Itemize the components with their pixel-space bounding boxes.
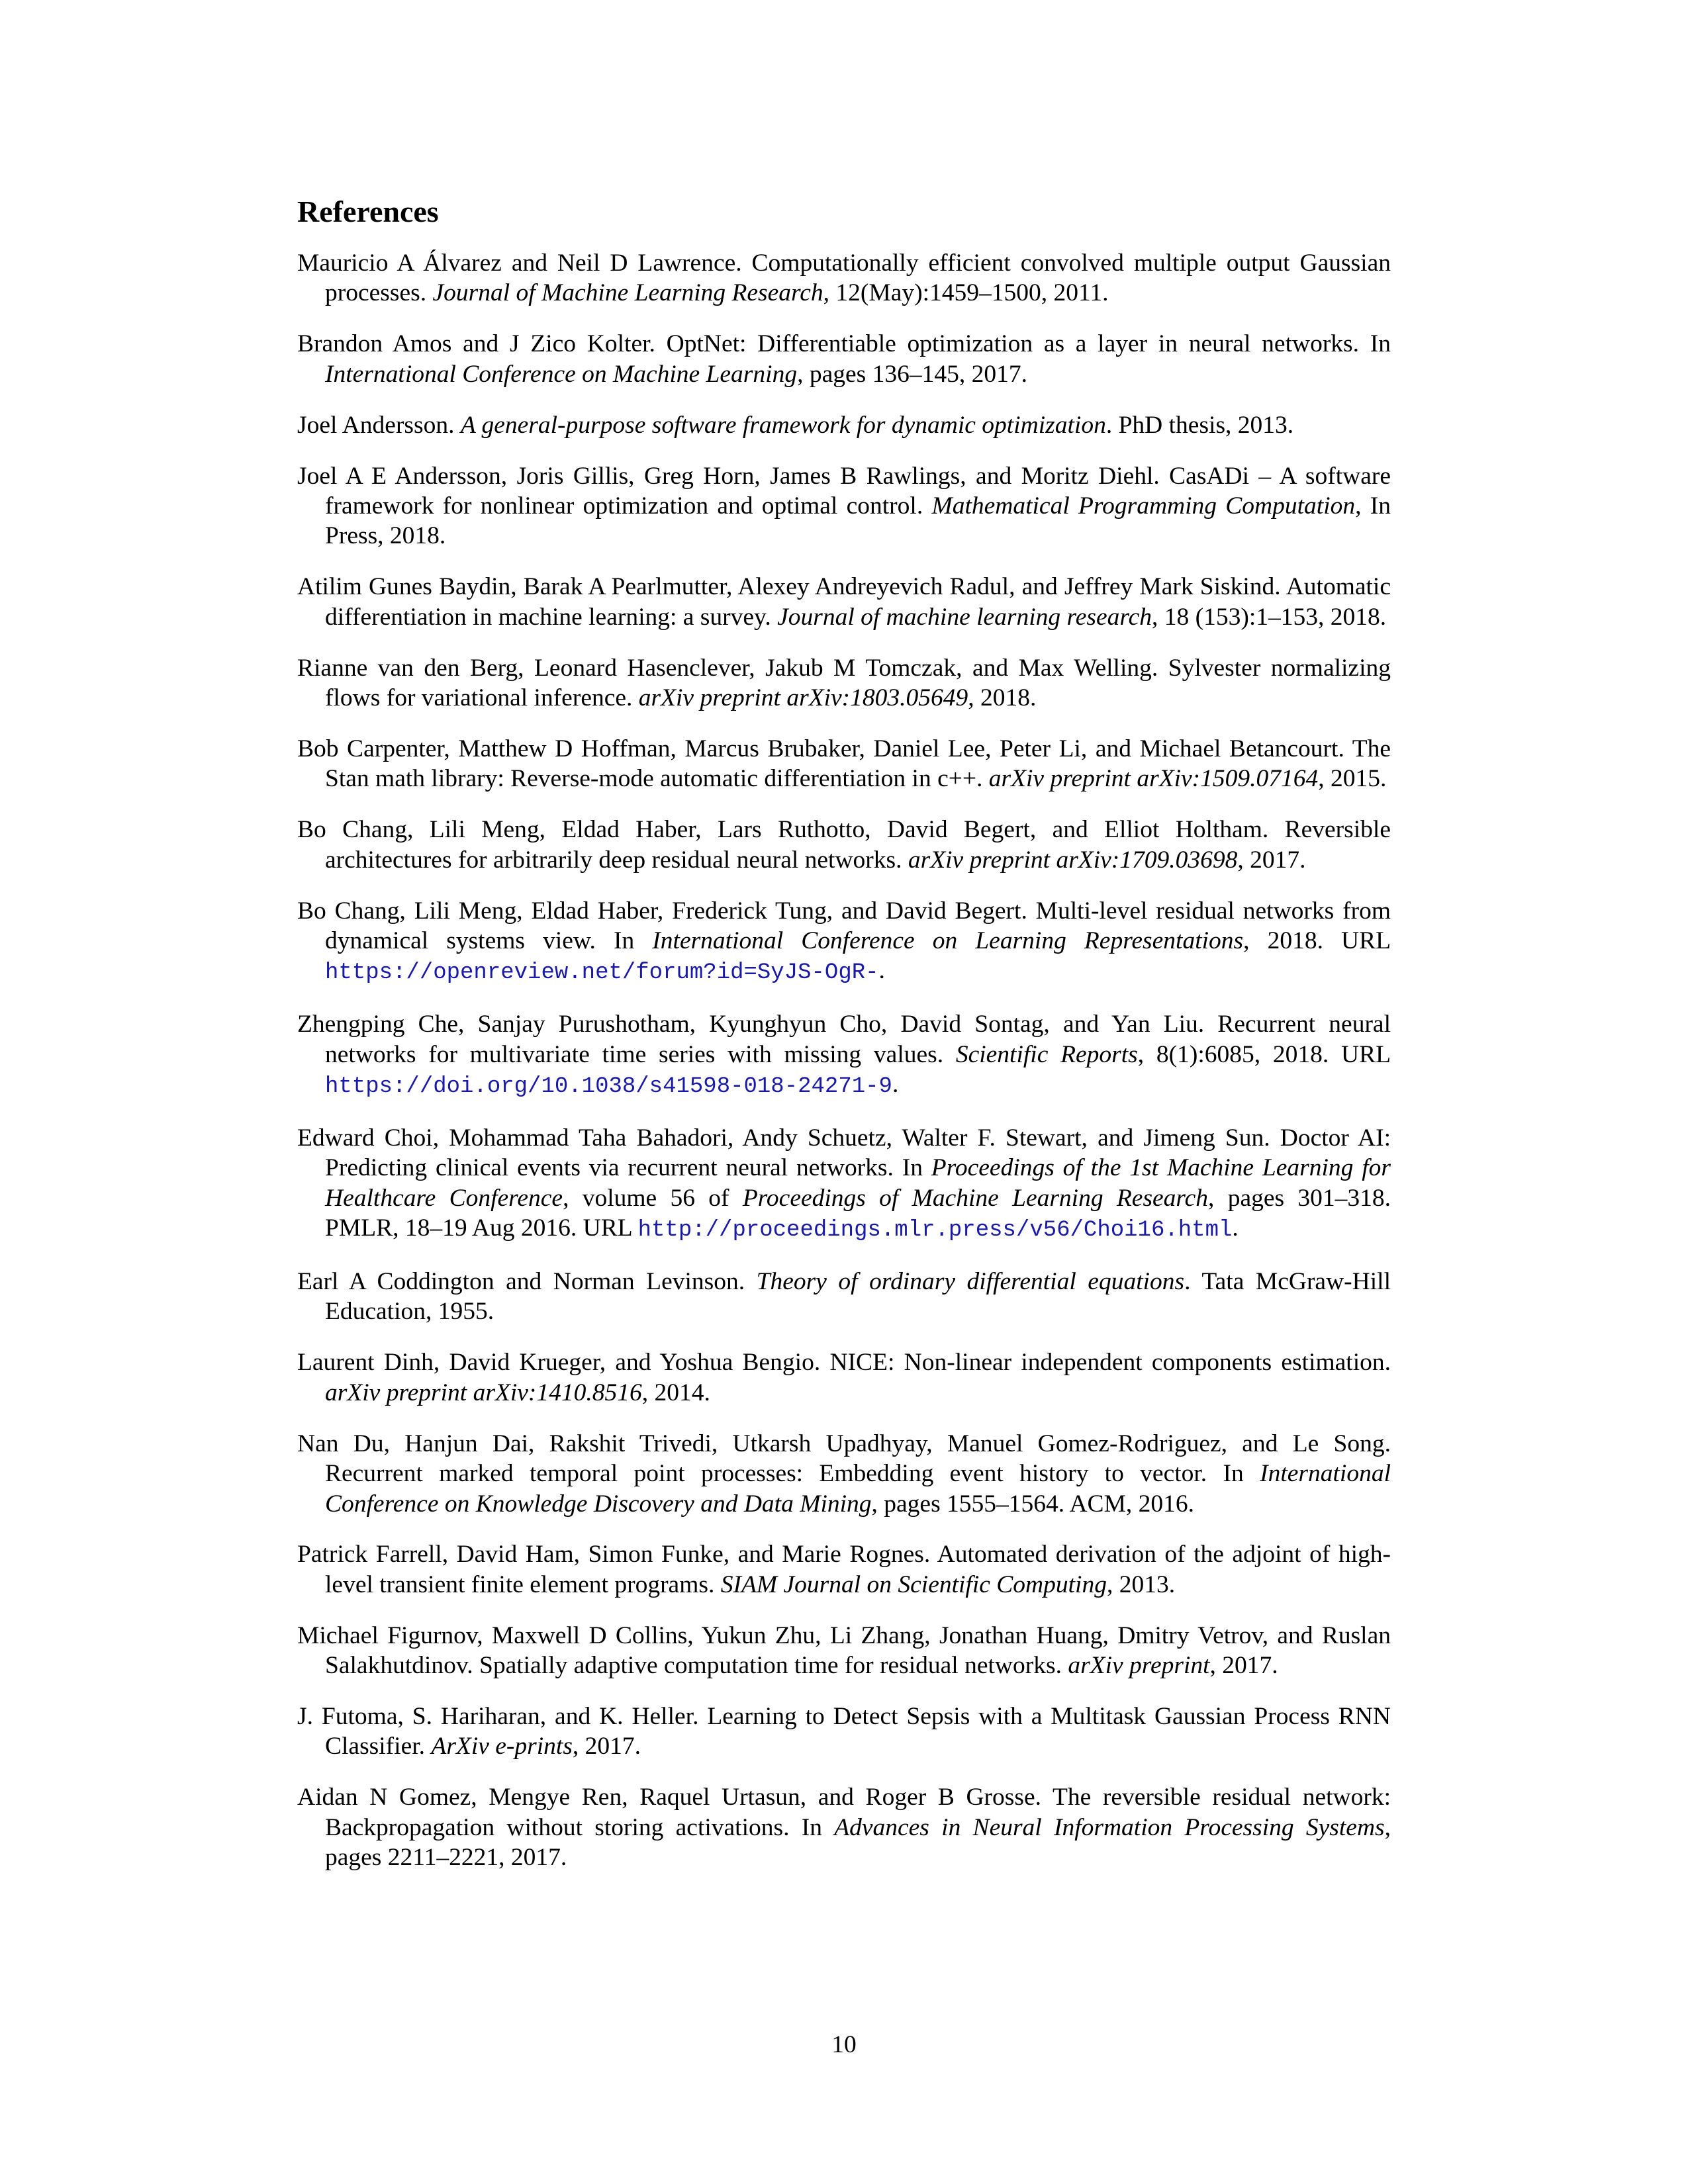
- reference-text: Mauricio A Álvarez and Neil D Lawrence. Computationally efficient convolved multiple output Gaussian processes.: [297, 250, 1391, 307]
- reference-text: , 12(May):1459–1500, 2011.: [823, 279, 1109, 307]
- reference-text: Earl A Coddington and Norman Levinson.: [297, 1268, 757, 1296]
- reference-text: .: [878, 957, 885, 985]
- reference-venue: Proceedings of Machine Learning Research: [742, 1184, 1209, 1212]
- reference-text: Zhengping Che, Sanjay Purushotham, Kyunghyun Cho, David Sontag, and Yan Liu. Recurrent neural networks for multivariate time series with missing values.: [297, 1011, 1391, 1068]
- reference-entry: [297, 1347, 1391, 1408]
- reference-venue: arXiv preprint arXiv:1509.07164: [988, 765, 1319, 793]
- reference-entry: [297, 410, 1391, 440]
- reference-text: . PhD thesis, 2013.: [1105, 411, 1294, 439]
- reference-text: Bo Chang, Lili Meng, Eldad Haber, Frederick Tung, and David Begert. Multi-level residual networks from dynamical systems view. In: [297, 897, 1391, 954]
- reference-text: .: [892, 1071, 899, 1099]
- reference-venue: Journal of Machine Learning Research: [432, 279, 823, 307]
- reference-url-link[interactable]: https://doi.org/10.1038/s41598-018-24271-9: [325, 1074, 892, 1100]
- reference-venue: Mathematical Programming Computation: [931, 492, 1356, 520]
- reference-text: , 2013.: [1106, 1570, 1176, 1598]
- reference-text: Bob Carpenter, Matthew D Hoffman, Marcus Brubaker, Daniel Lee, Peter Li, and Michael Betancourt. The Stan math library: Reverse-mode automatic differentiation in c++.: [297, 735, 1391, 793]
- reference-text: , In Press, 2018.: [325, 492, 1391, 550]
- reference-entry: [297, 1267, 1391, 1327]
- reference-text: Michael Figurnov, Maxwell D Collins, Yukun Zhu, Li Zhang, Jonathan Huang, Dmitry Vetrov, and Ruslan Salakhutdinov. Spatially adaptive computation time for residual networks.: [297, 1621, 1391, 1680]
- reference-entry: [297, 1782, 1391, 1872]
- reference-text: , pages 301–318. PMLR, 18–19 Aug 2016. URL: [325, 1184, 1391, 1242]
- reference-text: , pages 1555–1564. ACM, 2016.: [871, 1490, 1195, 1518]
- reference-text: , 2018. URL: [1243, 927, 1391, 954]
- reference-venue: International Conference on Knowledge Discovery and Data Mining: [325, 1460, 1391, 1518]
- reference-venue: ArXiv e-prints: [431, 1733, 573, 1760]
- reference-entry: [297, 329, 1391, 389]
- reference-text: Aidan N Gomez, Mengye Ren, Raquel Urtasun, and Roger B Grosse. The reversible residual network: Backpropagation without storing activations. In: [297, 1784, 1391, 1841]
- reference-entry: [297, 1009, 1391, 1102]
- reference-text: , 2014.: [641, 1379, 710, 1406]
- reference-venue: arXiv preprint arXiv:1709.03698: [908, 846, 1238, 874]
- reference-text: Rianne van den Berg, Leonard Hasenclever, Jakub M Tomczak, and Max Welling. Sylvester normalizing flows for variational inference.: [297, 654, 1391, 711]
- reference-text: Edward Choi, Mohammad Taha Bahadori, Andy Schuetz, Walter F. Stewart, and Jimeng Sun. Doctor AI: Predicting clinical events via recurrent neural networks. In: [297, 1124, 1391, 1182]
- reference-text: , 2017.: [1237, 846, 1306, 874]
- reference-text: Patrick Farrell, David Ham, Simon Funke, and Marie Rognes. Automated derivation of the adjoint of high-level transient finite element programs.: [297, 1541, 1391, 1598]
- reference-venue: arXiv preprint: [1068, 1652, 1210, 1680]
- reference-text: , 2017.: [572, 1733, 641, 1760]
- reference-text: , 2018.: [968, 684, 1037, 711]
- page-number: 10: [831, 2031, 857, 2058]
- reference-venue: Proceedings of the 1st Machine Learning for Healthcare Conference: [325, 1154, 1391, 1212]
- reference-text: J. Futoma, S. Hariharan, and K. Heller. Learning to Detect Sepsis with a Multitask Gaussian Process RNN Classifier.: [297, 1703, 1391, 1760]
- reference-text: Nan Du, Hanjun Dai, Rakshit Trivedi, Utkarsh Upadhyay, Manuel Gomez-Rodriguez, and Le Song. Recurrent marked temporal point processes: Embedding event history to vector. In: [297, 1430, 1391, 1488]
- reference-text: Laurent Dinh, David Krueger, and Yoshua Bengio. NICE: Non-linear independent components estimation.: [297, 1349, 1391, 1377]
- reference-venue: SIAM Journal on Scientific Computing: [720, 1570, 1107, 1598]
- reference-text: Joel Andersson.: [297, 411, 461, 439]
- reference-venue: Journal of machine learning research: [777, 603, 1152, 631]
- reference-text: .: [1232, 1214, 1239, 1242]
- reference-entry: [297, 896, 1391, 989]
- reference-entry: [297, 1621, 1391, 1681]
- reference-text: Atilim Gunes Baydin, Barak A Pearlmutter, Alexey Andreyevich Radul, and Jeffrey Mark Siskind. Automatic differentiation in machine learning: a survey.: [297, 573, 1391, 631]
- reference-entry: [297, 572, 1391, 632]
- reference-entry: [297, 734, 1391, 794]
- reference-venue: Advances in Neural Information Processing Systems: [834, 1813, 1385, 1841]
- reference-entry: [297, 653, 1391, 713]
- reference-entry: [297, 1123, 1391, 1246]
- reference-text: Bo Chang, Lili Meng, Eldad Haber, Lars Ruthotto, David Begert, and Elliot Holtham. Reversible architectures for arbitrarily deep residual neural networks.: [297, 816, 1391, 874]
- references-heading: References: [297, 195, 439, 228]
- reference-venue: International Conference on Machine Learning: [325, 360, 798, 388]
- reference-entry: [297, 461, 1391, 551]
- reference-text: , pages 136–145, 2017.: [797, 360, 1027, 388]
- reference-venue: Theory of ordinary differential equations: [756, 1268, 1185, 1296]
- reference-entry: [297, 1429, 1391, 1519]
- reference-entry: [297, 815, 1391, 875]
- reference-entry: [297, 1539, 1391, 1600]
- reference-text: , volume 56 of: [563, 1184, 743, 1212]
- reference-text: Brandon Amos and J Zico Kolter. OptNet: Differentiable optimization as a layer in neural networks. In: [297, 330, 1391, 358]
- reference-venue: A general-purpose software framework for dynamic optimization: [460, 411, 1106, 439]
- reference-text: , pages 2211–2221, 2017.: [325, 1813, 1391, 1872]
- reference-url-link[interactable]: https://openreview.net/forum?id=SyJS-OgR-: [325, 960, 879, 986]
- reference-venue: arXiv preprint arXiv:1803.05649: [638, 684, 968, 711]
- reference-venue: International Conference on Learning Representations: [652, 927, 1244, 954]
- reference-entry: [297, 1702, 1391, 1762]
- reference-text: , 8(1):6085, 2018. URL: [1137, 1040, 1391, 1068]
- reference-venue: Scientific Reports: [955, 1040, 1138, 1068]
- reference-url-link[interactable]: http://proceedings.mlr.press/v56/Choi16.html: [637, 1218, 1233, 1244]
- reference-venue: arXiv preprint arXiv:1410.8516: [325, 1379, 642, 1406]
- reference-text: . Tata McGraw-Hill Education, 1955.: [325, 1268, 1391, 1326]
- reference-entry: [297, 248, 1391, 308]
- reference-text: , 18 (153):1–153, 2018.: [1151, 603, 1387, 631]
- reference-text: , 2015.: [1318, 765, 1387, 793]
- reference-text: , 2017.: [1209, 1652, 1278, 1680]
- reference-list: [297, 248, 1391, 1893]
- reference-text: Joel A E Andersson, Joris Gillis, Greg Horn, James B Rawlings, and Moritz Diehl. CasADi – A software framework for nonlinear optimization and optimal control.: [297, 462, 1391, 520]
